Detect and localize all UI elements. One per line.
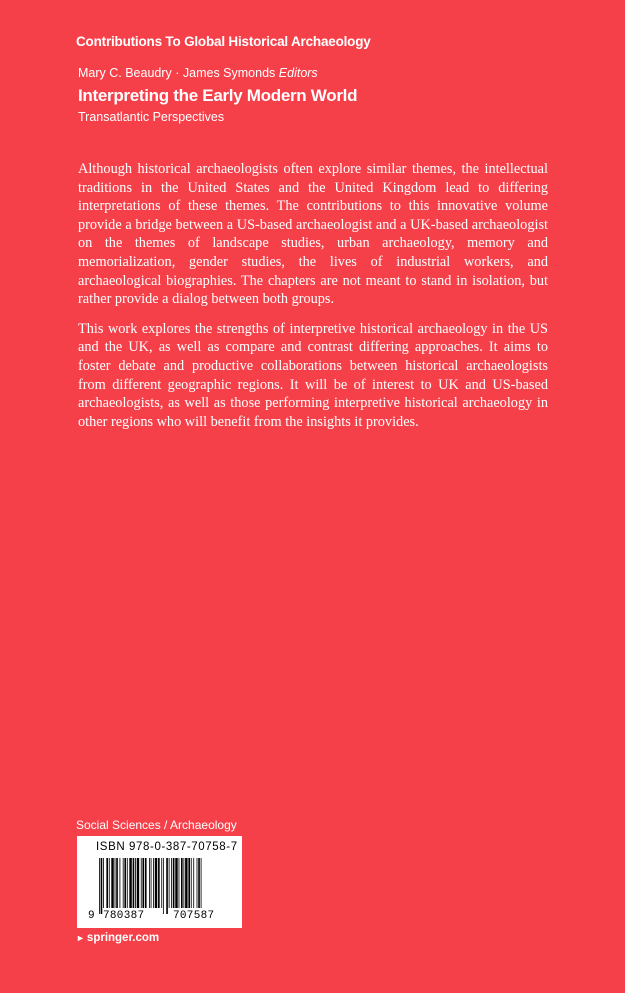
series-title: Contributions To Global Historical Archaeology [76,34,371,49]
barcode-bar [124,858,126,908]
editors-line [78,66,318,80]
barcode-bar [106,858,108,908]
barcode-bar [161,858,162,908]
barcode-bar [183,858,184,908]
barcode-bar [153,858,154,908]
barcode-icon [77,836,242,928]
barcode-bar [163,858,164,914]
barcode-bar [193,858,194,908]
barcode-bar [123,858,124,908]
barcode-bar [201,858,202,908]
barcode-bar [185,858,187,908]
barcode-bar [188,858,190,908]
publisher-url: springer.com [86,932,160,944]
barcode-bar [158,858,160,908]
barcode-bar [135,858,136,908]
isbn-label: ISBN 978-0-387-70758-7 [96,841,238,853]
barcode-bar [127,858,128,908]
barcode-bar [120,858,121,908]
ean-left-group: 780387 [103,910,145,922]
barcode-bar [166,858,168,914]
barcode-bar [115,858,116,908]
barcode-bar [171,858,172,908]
barcode-bar [133,858,135,908]
arrow-right-icon: ► [76,933,85,943]
ean-right-group: 707587 [173,910,215,922]
book-title: Interpreting the Early Modern World [78,86,358,105]
barcode-bar [141,858,142,908]
barcode-bar [145,858,147,908]
editor-names: Mary C. Beaudry · James Symonds [78,66,276,80]
barcode-bar [151,858,152,908]
barcode-bar [109,858,110,908]
book-subtitle: Transatlantic Perspectives [78,110,225,124]
ean-first-digit: 9 [88,910,95,922]
editors-role: Editors [278,66,318,80]
barcode-bar [169,858,170,908]
barcode-bar [142,858,144,908]
barcode-bar [99,858,100,914]
barcode-bar [111,858,113,908]
barcode-bar [198,858,200,908]
barcode-bar [137,858,139,908]
barcode-bar [197,858,198,908]
barcode-bar [175,858,177,908]
publisher-link[interactable] [76,932,159,944]
blurb-paragraph-2: This work explores the strengths of interpretive historical archaeology in the US and the UK, as well as compare and contrast differing approaches. It aims to foster debate and productive collaborations between historical archaeologists from different geographic regions. It will be of interest to UK and US-based archaeologists, as well as those performing interpretive historical archaeology in other regions who will benefit from the insights it provides. [78,320,548,430]
barcode-bar [191,858,192,908]
blurb-paragraph-1: Although historical archaeologists often explore similar themes, the intellectual traditions in the United States and the United Kingdom lead to differing interpretations of these themes. The contributions to this innovative volume provide a bridge between a US-based archaeologist and a UK-based archaeologist on the themes of landscape studies, urban archaeology, memory and memorialization, gender studies, the lives of industrial workers, and archaeological biographies. The chapters are not meant to stand in isolation, but rather provide a dialog between both groups. [78,161,548,308]
barcode-bar [103,858,104,908]
barcode-bar [173,858,175,908]
barcode-bar [179,858,180,908]
barcode-bar [116,858,118,908]
blurb [78,160,548,442]
barcode-bar [129,858,131,908]
subject-category: Social Sciences / Archaeology [76,818,237,832]
barcode-bar [149,858,150,908]
barcode-panel [77,836,242,928]
barcode-bar [181,858,183,908]
barcode-bar [101,858,103,914]
barcode-bar [155,858,157,908]
